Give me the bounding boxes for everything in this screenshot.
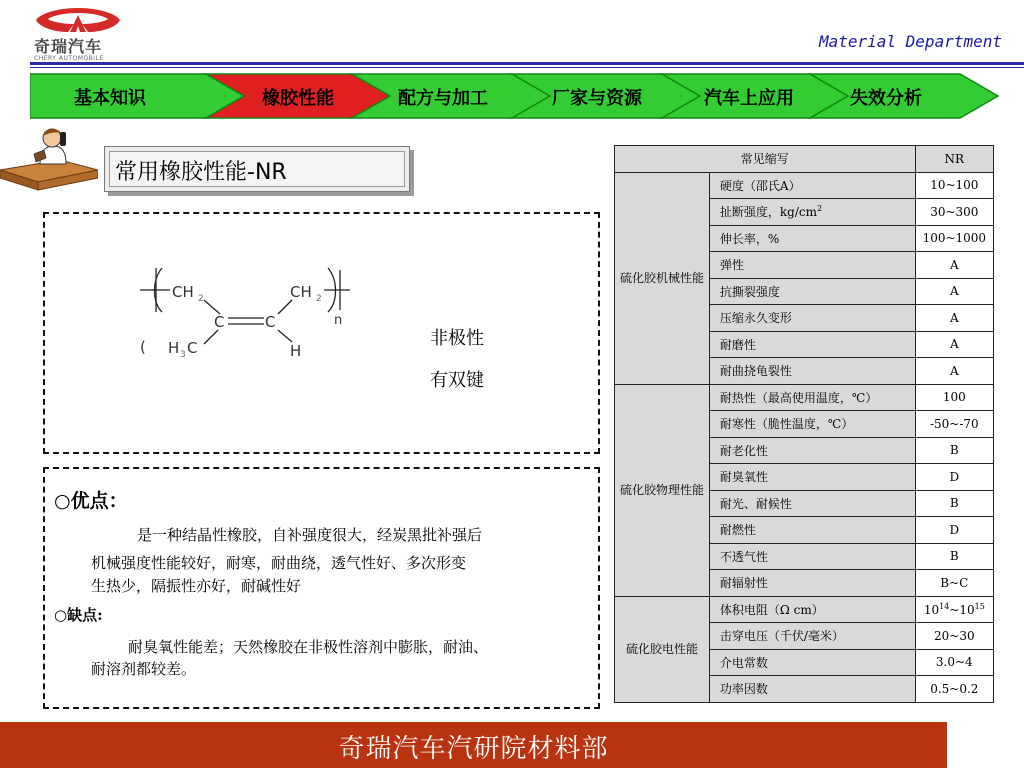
brand-name-cn: 奇瑞汽车 (34, 37, 103, 56)
table-row (615, 172, 994, 199)
svg-text:3: 3 (180, 350, 186, 360)
disadvantages-text-line2: 耐溶剂都较差。 (91, 660, 197, 678)
nr-properties-table (614, 145, 994, 703)
table-header-name: 常见缩写 (615, 146, 916, 173)
table-cell-name: 扯断强度，$kg/cm^2$ (709, 199, 915, 226)
table-cell-value: 10~100 (915, 172, 993, 199)
table-cell-value: A (915, 278, 993, 305)
department-label: Material Department (818, 32, 1002, 51)
table-cell-name: 耐臭氧性 (709, 464, 915, 491)
property-nonpolar: 非极性 (430, 328, 484, 349)
formula-c-right: C (265, 313, 276, 331)
table-cell-name: 伸长率，% (709, 225, 915, 252)
header-rule (30, 62, 1024, 65)
table-cell-name: 体积电阻（Ω cm） (709, 596, 915, 623)
table-cell-name: 耐老化性 (709, 437, 915, 464)
table-cell-value: 3.0~4 (915, 649, 993, 676)
table-cell-value: 100 (915, 384, 993, 411)
table-cell-value: 0.5~0.2 (915, 676, 993, 703)
person-on-phone-icon (0, 124, 98, 192)
footer-text: 奇瑞汽车汽研院材料部 (338, 734, 609, 764)
table-category-electrical: 硫化胶电性能 (615, 596, 710, 702)
advantages-text-line3: 生热少，隔振性亦好，耐碱性好 (91, 577, 302, 595)
nav-item-failure-analysis[interactable]: 失效分析 (850, 88, 922, 109)
table-cell-value: 20~30 (915, 623, 993, 650)
header-rule-thin (30, 67, 1024, 68)
slide-title-box (104, 146, 410, 192)
table-cell-value: B (915, 543, 993, 570)
table-cell-name: 耐燃性 (709, 517, 915, 544)
slide-title: 常用橡胶性能-NR (115, 160, 287, 185)
section-nav (30, 70, 1000, 122)
formula-sub2-left: 2 (198, 294, 204, 304)
table-cell-value: B (915, 490, 993, 517)
table-cell-name: 耐寒性（脆性温度，℃） (709, 411, 915, 438)
table-cell-name: 耐热性（最高使用温度，℃） (709, 384, 915, 411)
table-header-value: NR (915, 146, 993, 173)
table-cell-value: A (915, 252, 993, 279)
table-cell-value: B (915, 437, 993, 464)
table-cell-name: 耐光、耐候性 (709, 490, 915, 517)
formula-sub2-right: 2 (316, 294, 322, 304)
table-cell-name: 压缩永久变形 (709, 305, 915, 332)
table-cell-value: -50~-70 (915, 411, 993, 438)
table-cell-value: A (915, 358, 993, 385)
table-cell-value: B~C (915, 570, 993, 597)
nav-item-automotive-use[interactable]: 汽车上应用 (704, 88, 794, 109)
disadvantages-heading: ○缺点: (54, 606, 103, 624)
formula-h: H (290, 342, 302, 360)
table-cell-name: 耐辐射性 (709, 570, 915, 597)
nav-item-formulation[interactable]: 配方与加工 (398, 88, 488, 109)
formula-c-left: C (214, 313, 225, 331)
table-cell-value: D (915, 464, 993, 491)
table-cell-value: $10^{14}\sim 10^{15}$ (915, 596, 993, 623)
formula-h3c-c: C (187, 339, 198, 357)
nav-item-suppliers[interactable]: 厂家与资源 (552, 88, 642, 109)
table-row (615, 384, 994, 411)
table-cell-value: 30~300 (915, 199, 993, 226)
table-category-physical: 硫化胶物理性能 (615, 384, 710, 596)
formula-ch2-right: CH (290, 283, 312, 301)
table-cell-name: 不透气性 (709, 543, 915, 570)
footer-bar (0, 722, 947, 768)
table-cell-name: 功率因数 (709, 676, 915, 703)
nav-item-basics[interactable]: 基本知识 (74, 88, 146, 109)
formula-n: n (334, 313, 343, 328)
table-cell-value: A (915, 331, 993, 358)
table-cell-value: 100~1000 (915, 225, 993, 252)
advantages-text-line1: 是一种结晶性橡胶，自补强度很大，经炭黑批补强后 (137, 526, 483, 544)
formula-h3c-h: H (168, 339, 180, 357)
table-cell-name: 耐曲挠龟裂性 (709, 358, 915, 385)
disadvantages-text-line1: 耐臭氧性能差；天然橡胶在非极性溶剂中膨胀，耐油、 (128, 638, 489, 656)
table-cell-name: 硬度（邵氏A） (709, 172, 915, 199)
table-cell-value: D (915, 517, 993, 544)
nr-structural-formula (132, 260, 362, 370)
table-cell-name: 介电常数 (709, 649, 915, 676)
table-header-row (615, 146, 994, 173)
table-cell-value: A (915, 305, 993, 332)
table-category-mechanical: 硫化胶机械性能 (615, 172, 710, 384)
formula-paren: ( (140, 338, 146, 356)
chery-logo (30, 6, 130, 62)
advantages-heading: ○优点： (54, 490, 128, 512)
advantages-text-line2: 机械强度性能较好，耐寒，耐曲绕，透气性好、多次形变 (91, 554, 467, 572)
property-double-bond: 有双键 (430, 370, 484, 391)
brand-name-en: CHERY AUTOMOBILE (34, 55, 104, 62)
nav-item-rubber-properties[interactable]: 橡胶性能 (262, 88, 334, 109)
table-cell-name: 抗撕裂强度 (709, 278, 915, 305)
table-cell-name: 击穿电压（千伏/毫米） (709, 623, 915, 650)
formula-ch2-left: CH (172, 283, 194, 301)
chery-emblem-icon (30, 6, 126, 34)
table-row (615, 596, 994, 623)
table-cell-name: 耐磨性 (709, 331, 915, 358)
table-cell-name: 弹性 (709, 252, 915, 279)
